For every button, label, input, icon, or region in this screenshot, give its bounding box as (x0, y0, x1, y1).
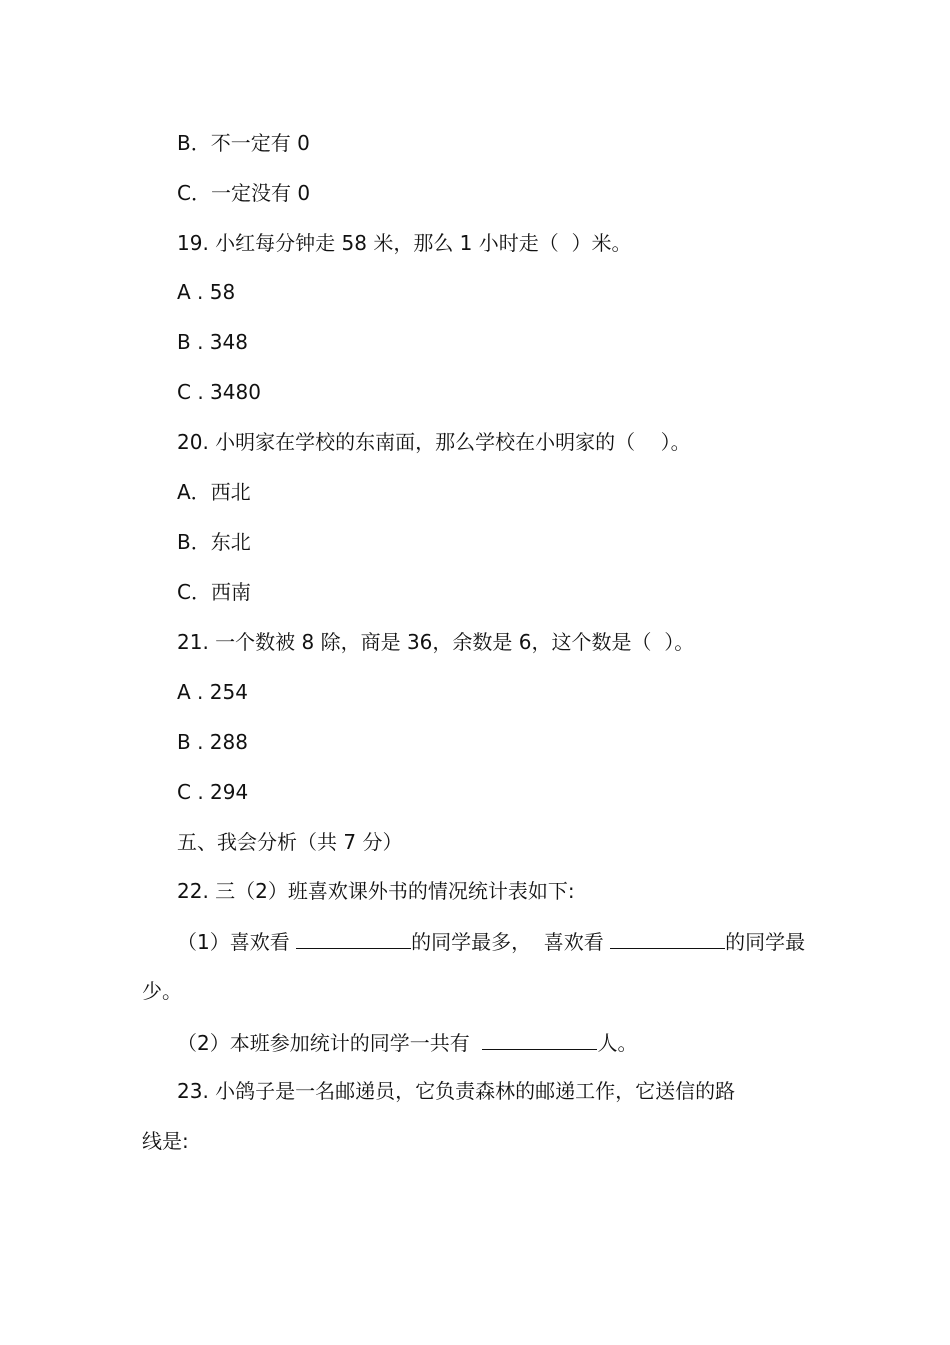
q19-option-b: B . 348 (177, 330, 248, 354)
q22-1-suffix: 的同学最 (725, 930, 806, 954)
q21-option-a: A . 254 (177, 680, 248, 704)
q18-option-c: C．一定没有 0 (177, 181, 311, 205)
q22-part-1-continued: 少。 (142, 979, 182, 1003)
q22-part-2 (177, 1029, 637, 1056)
q22-2-suffix: 人。 (597, 1031, 638, 1055)
q19-option-a: A . 58 (177, 280, 236, 304)
q21-option-b: B . 288 (177, 730, 248, 754)
question-23: 23. 小鸽子是一名邮递员，它负责森林的邮递工作，它送信的路 (177, 1079, 736, 1103)
q22-2-prefix: （2）本班参加统计的同学一共有 (177, 1031, 483, 1055)
q20-option-a: A．西北 (177, 480, 251, 504)
section-heading: 五、我会分析（共 7 分） (177, 830, 403, 854)
question-21: 21. 一个数被 8 除，商是 36，余数是 6，这个数是（ ）。 (177, 630, 695, 654)
question-23-continued: 线是: (142, 1129, 189, 1153)
q22-part-1 (177, 928, 805, 955)
q19-option-c: C . 3480 (177, 380, 261, 404)
q21-option-c: C . 294 (177, 780, 249, 804)
answer-blank-2[interactable] (610, 928, 725, 949)
question-22: 22. 三（2）班喜欢课外书的情况统计表如下: (177, 879, 575, 903)
q22-1-prefix: （1）喜欢看 (177, 930, 297, 954)
q20-option-c: C．西南 (177, 580, 251, 604)
q20-option-b: B．东北 (177, 530, 251, 554)
question-20: 20. 小明家在学校的东南面，那么学校在小明家的（ ）。 (177, 430, 691, 454)
question-19: 19. 小红每分钟走 58 米，那么 1 小时走（ ）米。 (177, 231, 632, 255)
answer-blank-3[interactable] (482, 1029, 597, 1050)
q18-option-b: B．不一定有 0 (177, 131, 310, 155)
q22-1-middle: 的同学最多， 喜欢看 (411, 930, 611, 954)
answer-blank-1[interactable] (296, 928, 411, 949)
